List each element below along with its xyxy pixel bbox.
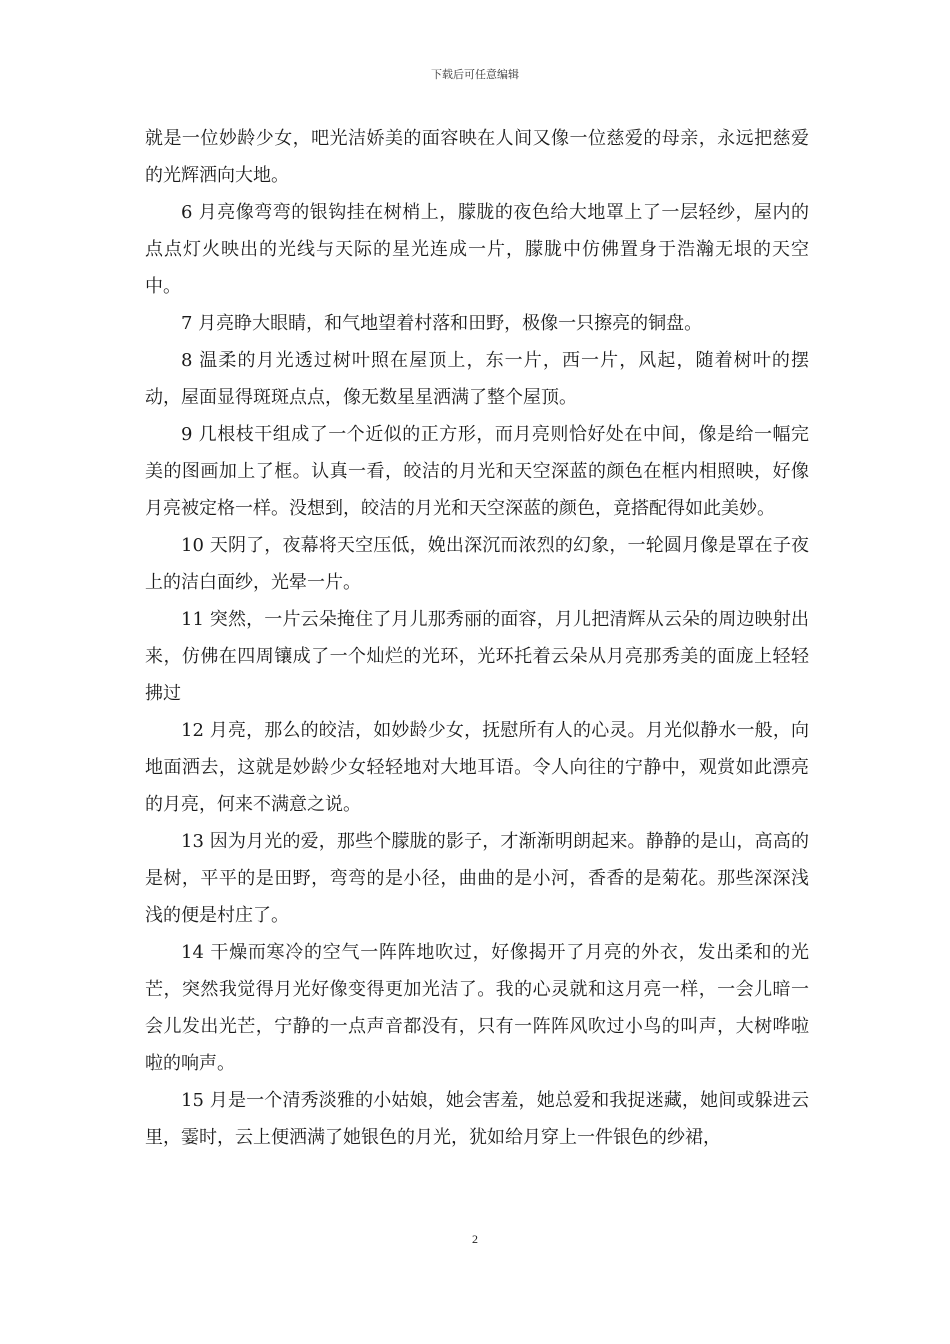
paragraph-6: 6 月亮像弯弯的银钩挂在树梢上，朦胧的夜色给大地罩上了一层轻纱，屋内的点点灯火映出的光线与天际的星光连成一片，朦胧中仿佛置身于浩瀚无垠的天空中。: [145, 202, 809, 297]
paragraph-13: 13 因为月光的爱，那些个朦胧的影子，才渐渐明朗起来。静静的是山，高高的是树，平平的是田野，弯弯的是小径，曲曲的是小河，香香的是菊花。那些深深浅浅的便是村庄了。: [145, 831, 809, 926]
paragraph-continued: 就是一位妙龄少女，吧光洁娇美的面容映在人间又像一位慈爱的母亲，永远把慈爱的光辉洒向大地。: [145, 128, 809, 186]
paragraph-14: 14 干燥而寒冷的空气一阵阵地吹过，好像揭开了月亮的外衣，发出柔和的光芒，突然我觉得月光好像变得更加光洁了。我的心灵就和这月亮一样，一会儿暗一会儿发出光芒，宁静的一点声音都没有，只有一阵阵风吹过小鸟的叫声，大树哗啦啦的响声。: [145, 942, 809, 1074]
page-number: 2: [472, 1232, 478, 1246]
paragraph-8: 8 温柔的月光透过树叶照在屋顶上，东一片，西一片，风起，随着树叶的摆动，屋面显得斑斑点点，像无数星星洒满了整个屋顶。: [145, 350, 809, 408]
paragraph-9: 9 几根枝干组成了一个近似的正方形，而月亮则恰好处在中间，像是给一幅完美的图画加上了框。认真一看，皎洁的月光和天空深蓝的颜色在框内相照映，好像月亮被定格一样。没想到，皎洁的月光和天空深蓝的颜色，竟搭配得如此美妙。: [145, 424, 809, 519]
paragraph-10: 10 天阴了，夜幕将天空压低，娩出深沉而浓烈的幻象，一轮圆月像是罩在子夜上的洁白面纱，光晕一片。: [145, 535, 809, 593]
paragraph-7: 7 月亮睁大眼睛，和气地望着村落和田野，极像一只擦亮的铜盘。: [181, 313, 703, 334]
page-header: 下载后可任意编辑: [431, 68, 519, 81]
document-body: [145, 120, 809, 1156]
paragraph-15: 15 月是一个清秀淡雅的小姑娘，她会害羞，她总爱和我捉迷藏，她间或躲进云里，霎时，云上便洒满了她银色的月光，犹如给月穿上一件银色的纱裙，: [145, 1090, 809, 1148]
paragraph-12: 12 月亮，那么的皎洁，如妙龄少女，抚慰所有人的心灵。月光似静水一般，向地面洒去，这就是妙龄少女轻轻地对大地耳语。令人向往的宁静中，观赏如此漂亮的月亮，何来不满意之说。: [145, 720, 809, 815]
paragraph-11: 11 突然，一片云朵掩住了月儿那秀丽的面容，月儿把清辉从云朵的周边映射出来，仿佛在四周镶成了一个灿烂的光环，光环托着云朵从月亮那秀美的面庞上轻轻拂过: [145, 609, 809, 704]
